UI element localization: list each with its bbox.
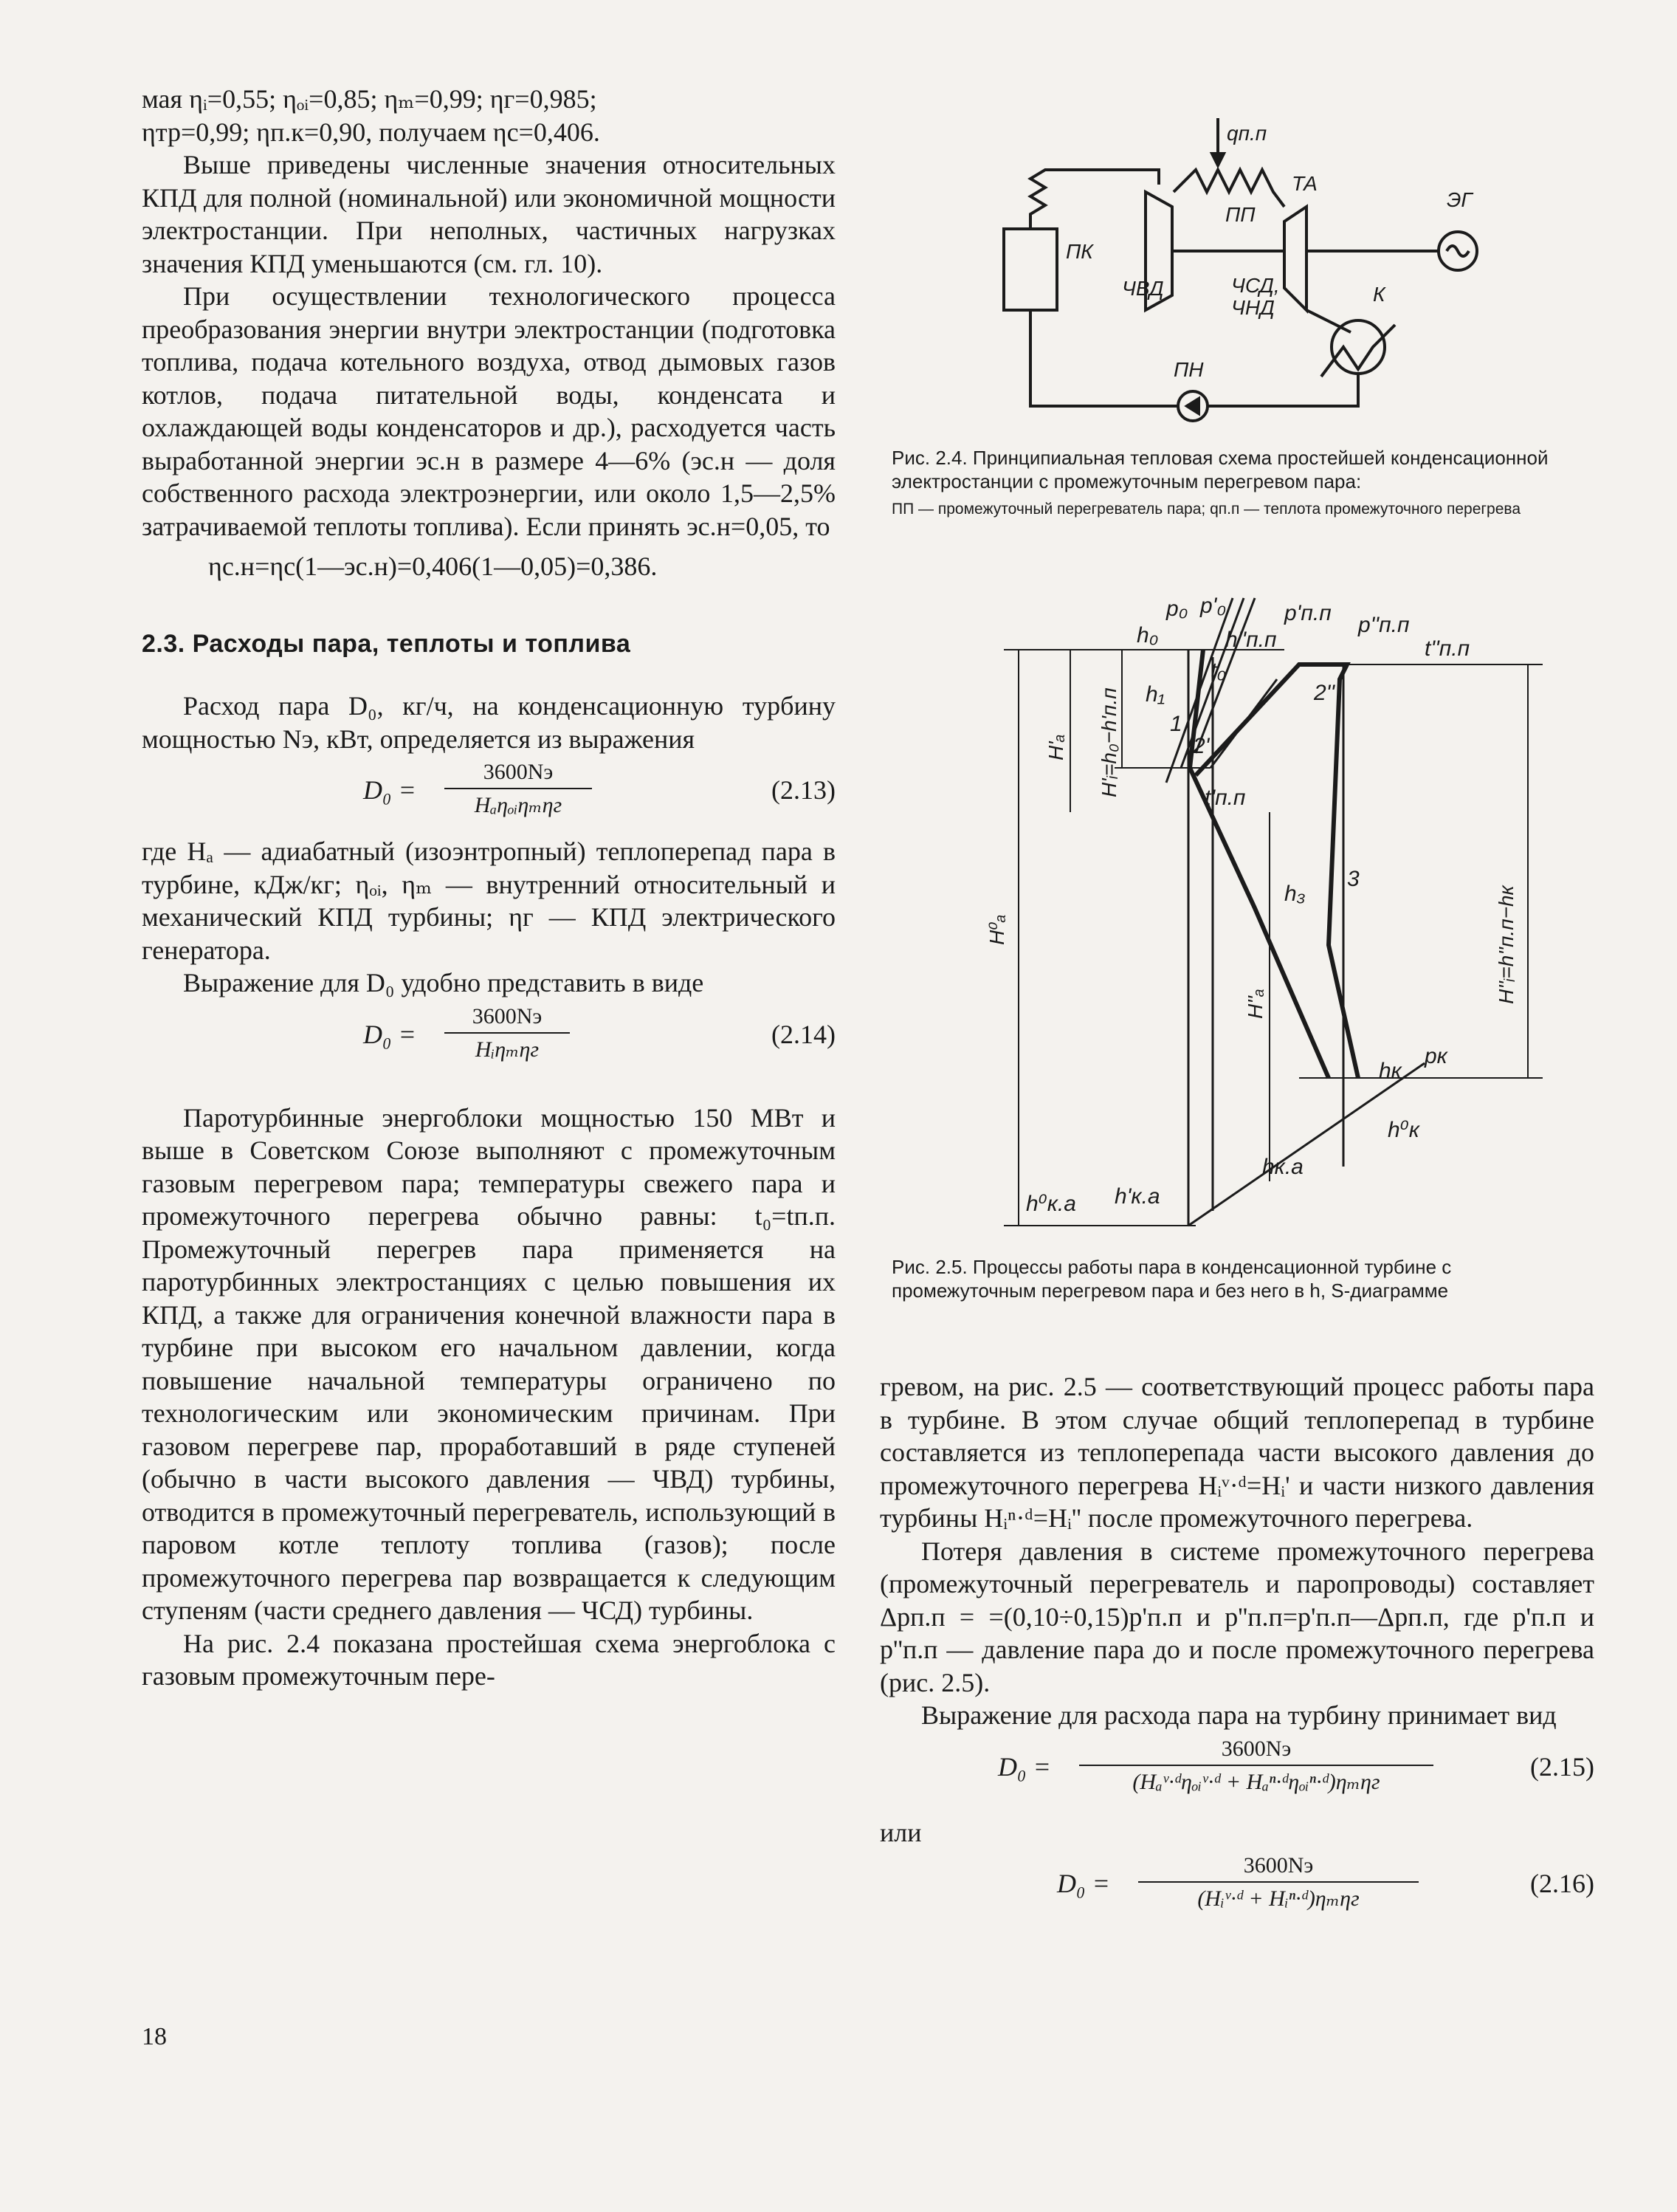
label-h3: h₃ <box>1284 882 1306 906</box>
label-pn: ПН <box>1174 358 1204 381</box>
label-hi-nd: H''ᵢ=h''п.п−hк <box>1495 885 1518 1004</box>
equation-number: (2.14) <box>771 1019 836 1049</box>
label-p0p: p'₀ <box>1200 594 1227 618</box>
equation-net-efficiency: ηс.н=ηс(1—эс.н)=0,406(1—0,05)=0,386. <box>208 552 658 581</box>
equation-lhs: D₀ = <box>1057 1869 1110 1898</box>
fraction <box>444 1004 570 1062</box>
paragraph: На рис. 2.4 показана простейшая схема энергоблока с газовым промежуточным пере- <box>142 1628 836 1691</box>
equation-number: (2.13) <box>771 775 836 805</box>
paragraph: мая ηᵢ=0,55; ηₒᵢ=0,85; ηₘ=0,99; ηг=0,985; <box>142 84 597 114</box>
generator-sine <box>1447 246 1469 256</box>
exhaust-line <box>1306 310 1351 332</box>
label-ppp: p'п.п <box>1284 601 1332 625</box>
figure-2-5-caption-block <box>892 1255 1593 1302</box>
turbine-lp <box>1284 207 1306 310</box>
paragraph: Выражение для D₀ удобно представить в виде <box>183 968 704 997</box>
numerator: 3600Nэ <box>1138 1853 1419 1883</box>
reheater-coil <box>1174 170 1284 207</box>
denominator: (Hᵢᵛ·ᵈ + Hᵢⁿ·ᵈ)ηₘηг <box>1197 1886 1360 1911</box>
paragraph: Паротурбинные энергоблоки мощностью 150 МВт и выше в Советском Союзе выполняют с промежуточным газовым перегревом пара; температуры свежего пара и промежуточного перегрева обычно равны: t₀=tп.п. Промежуточный перегрев пара применяется на паротурбинных электростанциях с целью повышения их КПД, а также для ограничения конечной влажности пара в турбине при высоком его начальном давлении, когда повышение начальной температуры ограничено по технологическим или экономическим причинам. При газовом перегреве пар, проработавший в ряде ступеней (обычно в части высокого давления — ЧВД) турбины, отводится в промежуточный перегреватель, использующий в паровом котле теплоту топлива (газов); после промежуточного перегрева пар возвращается к следующим ступеням (части среднего давления — ЧСД) турбины. <box>142 1102 836 1625</box>
label-tpp2: t''п.п <box>1425 636 1470 661</box>
label-hi-vd: H'ᵢ=h₀−h'п.п <box>1098 687 1120 797</box>
page-number: 18 <box>142 2023 167 2050</box>
or-word: или <box>880 1817 922 1847</box>
paragraph: где Hₐ — адиабатный (изоэнтропный) теплоперепад пара в турбине, кДж/кг; ηₒᵢ, ηₘ — внутренний относительный и механический КПД турбины; ηг — КПД электрического генератора. <box>142 837 836 965</box>
label-k: К <box>1373 283 1385 306</box>
label-q: qп.п <box>1227 122 1267 145</box>
label-pk: ПК <box>1066 240 1093 263</box>
equation-2-14 <box>142 1000 836 1079</box>
paragraph: Выражение для расхода пара на турбину принимает вид <box>921 1700 1557 1730</box>
paragraph: Расход пара D₀, кг/ч, на конденсационную турбину мощностью Nэ, кВт, определяется из выражения <box>142 691 836 754</box>
numerator: 3600Nэ <box>444 760 592 789</box>
figure-2-5-hs-diagram <box>915 591 1580 1240</box>
process-line-reheat <box>1196 664 1358 1078</box>
label-2p: 2' <box>1193 734 1210 758</box>
condenser-circle <box>1332 320 1385 374</box>
paragraph: гревом, на рис. 2.5 — соответствующий процесс работы пара в турбине. В этом случае общий теплоперепад в турбине составляется из теплоперепада части высокого давления до промежуточного перегрева Hᵢᵛ·ᵈ=Hᵢ' и части низкого давления турбины Hᵢⁿ·ᵈ=Hᵢ'' после промежуточного перегрева. <box>880 1372 1594 1533</box>
equation-lhs: D₀ = <box>363 775 416 805</box>
equation-2-16 <box>880 1849 1594 1928</box>
equation-lhs: D₀ = <box>363 1019 416 1049</box>
label-pppp: p''п.п <box>1358 613 1410 637</box>
right-column <box>880 1370 1594 1928</box>
paragraph: Выше приведены численные значения относительных КПД для полной (номинальной) или экономичной мощности электростанции. При неполных, частичных нагрузках значения КПД уменьшаются (см. гл. 10). <box>142 150 836 278</box>
denominator: (Hₐᵛ·ᵈηₒᵢᵛ·ᵈ + Hₐⁿ·ᵈηₒᵢⁿ·ᵈ)ηₘηг <box>1132 1769 1380 1794</box>
fraction <box>1079 1737 1433 1795</box>
boiler-rect <box>1004 229 1057 310</box>
numerator: 3600Nэ <box>444 1004 570 1034</box>
label-3: 3 <box>1347 867 1360 891</box>
label-chnd: ЧНД <box>1231 296 1275 319</box>
figure-2-4-caption-block <box>892 446 1593 519</box>
label-eg: ЭГ <box>1447 188 1473 211</box>
process-line-hp <box>1211 679 1277 768</box>
numerator: 3600Nэ <box>1079 1737 1433 1766</box>
section-heading: 2.3. Расходы пара, теплоты и топлива <box>142 630 631 658</box>
figure-2-4-diagram <box>974 111 1565 436</box>
label-h1: h₁ <box>1146 682 1165 707</box>
figure-legend: ПП — промежуточный перегреватель пара; qп.п — теплота промежуточного перегрева <box>892 501 1521 518</box>
label-ha-pp: H''ₐ <box>1244 989 1267 1019</box>
label-hk: hк <box>1379 1059 1402 1083</box>
label-hpp2: h''п.п <box>1225 628 1277 652</box>
label-hka0: h⁰к.а <box>1026 1192 1076 1216</box>
label-tpp1: t'п.п <box>1205 786 1246 810</box>
label-pk: pк <box>1425 1044 1447 1068</box>
label-hk0: h⁰к <box>1388 1118 1419 1142</box>
label-ta: ТА <box>1292 172 1318 195</box>
boiler-steam-line <box>1030 170 1159 229</box>
heat-arrow-head <box>1212 154 1224 165</box>
left-column <box>142 83 836 1693</box>
label-ha0: H⁰ₐ <box>985 914 1008 945</box>
label-2pp: 2'' <box>1314 681 1335 705</box>
figure-caption: Рис. 2.4. Принципиальная тепловая схема простейшей конденсационной электростанции с промежуточным перегревом пара: <box>892 447 1549 492</box>
equation-2-13 <box>142 755 836 835</box>
paragraph: Потеря давления в системе промежуточного перегрева (промежуточный перегреватель и паропроводы) составляет Δpп.п = =(0,10÷0,15)p'п.п и p''п.п=p'п.п—Δpп.п, где p'п.п и p''п.п — давление пара до и после промежуточного перегрева (рис. 2.5). <box>880 1536 1594 1697</box>
paragraph: ηтр=0,99; ηп.к=0,90, получаем ηс=0,406. <box>142 117 600 147</box>
equation-number: (2.15) <box>1530 1751 1594 1782</box>
label-p0: p₀ <box>1166 597 1188 621</box>
figure-caption: Рис. 2.5. Процессы работы пара в конденсационной турбине с промежуточным перегревом пара и без него в h, S-диаграмме <box>892 1256 1452 1302</box>
paragraph: При осуществлении технологического процесса преобразования энергии внутри электростанции (подготовка топлива, подача котельного воздуха, отвод дымовых газов котлов, подача питательной воды, конденсата и охлаждающей воды конденсаторов и др.), расходуется часть выработанной энергии эс.н в размере 4—6% (эс.н — доля собственного расхода электроэнергии, или около 1,5—2,5% затрачиваемой теплоты топлива). Если принять эс.н=0,05, то <box>142 281 836 541</box>
label-hkap: h'к.а <box>1115 1184 1160 1209</box>
label-h0: h₀ <box>1137 623 1159 648</box>
label-chvd: ЧВД <box>1122 277 1164 300</box>
equation-2-15 <box>880 1732 1594 1812</box>
label-pp: ПП <box>1225 203 1256 226</box>
condensate-line <box>1336 374 1358 406</box>
label-ha-p: H'ₐ <box>1044 734 1067 760</box>
equation-lhs: D₀ = <box>998 1751 1051 1782</box>
equation-number: (2.16) <box>1530 1869 1594 1898</box>
denominator: Hₐηₒᵢηₘηг <box>474 793 562 817</box>
fraction <box>1138 1853 1419 1912</box>
fraction <box>444 760 592 818</box>
label-1: 1 <box>1170 712 1182 736</box>
denominator: Hᵢηₘηг <box>475 1037 540 1062</box>
isobar-pk <box>1188 1063 1425 1226</box>
label-hka: hк.а <box>1262 1155 1304 1179</box>
label-chsd: ЧСД, <box>1231 274 1280 297</box>
label-t0: t₀ <box>1211 659 1226 683</box>
